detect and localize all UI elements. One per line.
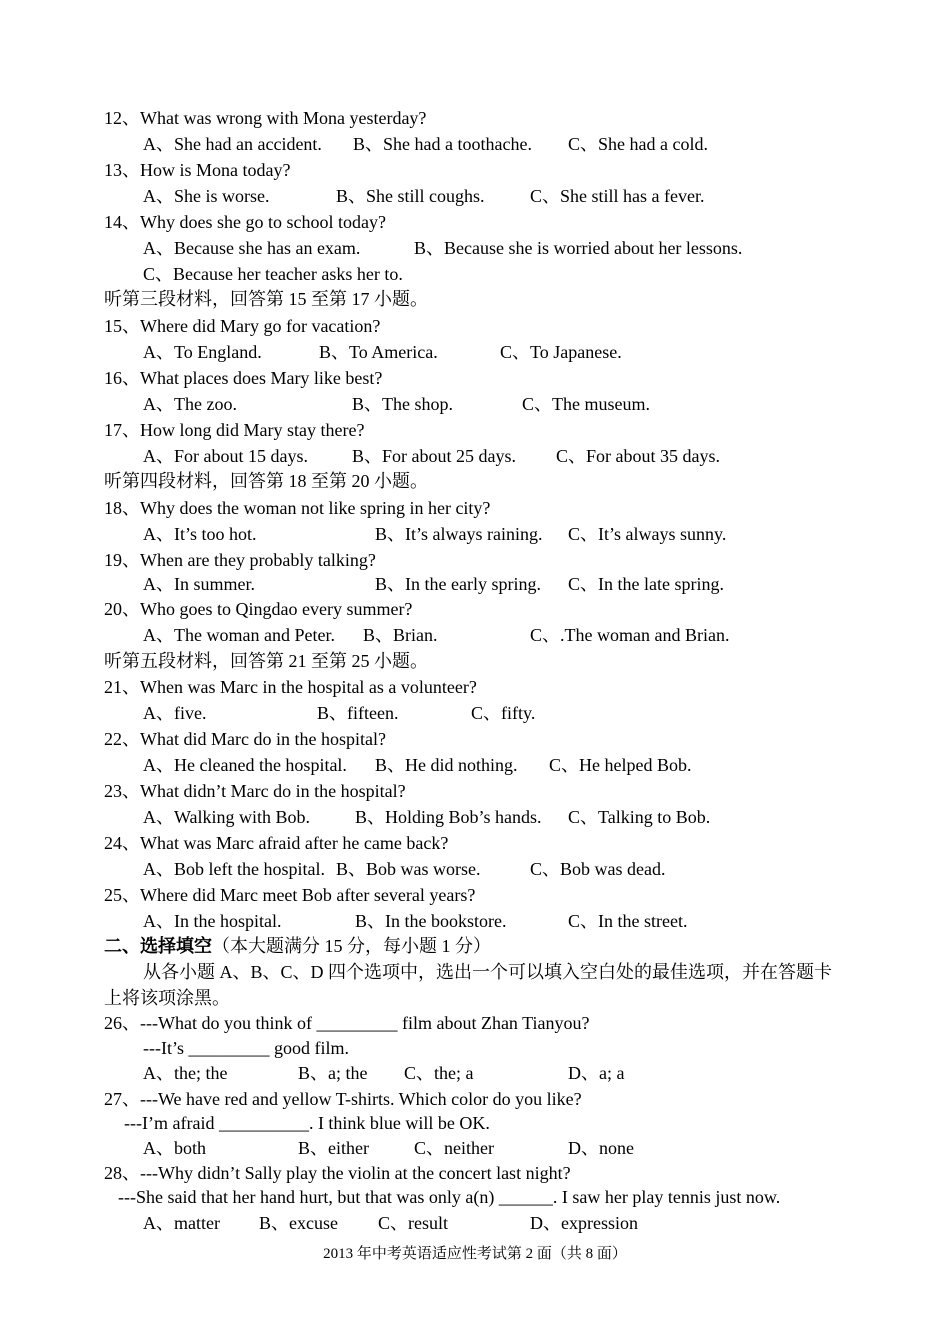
question-26-reply: ---It’s _________ good film. [143,1038,349,1058]
option-18-b: B、It’s always raining. [375,524,543,544]
option-24-a: A、Bob left the hospital. [143,859,325,879]
option-23-b: B、Holding Bob’s hands. [355,807,542,827]
question-12: 12、What was wrong with Mona yesterday? [104,108,427,128]
option-26-a: A、the; the [143,1063,228,1083]
section-5-heading: 听第五段材料，回答第 21 至第 25 小题。 [104,651,428,671]
option-25-c: C、In the street. [568,911,688,931]
instruction-line-1: 从各小题 A、B、C、D 四个选项中，选出一个可以填入空白处的最佳选项，并在答题卡 [143,962,833,982]
question-20: 20、Who goes to Qingdao every summer? [104,599,413,619]
option-19-c: C、In the late spring. [568,574,724,594]
question-27-reply: ---I’m afraid __________. I think blue will be OK. [124,1113,490,1133]
question-23: 23、What didn’t Marc do in the hospital? [104,781,406,801]
option-16-b: B、The shop. [352,394,453,414]
option-19-a: A、In summer. [143,574,255,594]
option-16-c: C、The museum. [522,394,650,414]
option-17-c: C、For about 35 days. [556,446,720,466]
option-17-a: A、For about 15 days. [143,446,308,466]
question-18: 18、Why does the woman not like spring in her city? [104,498,491,518]
option-20-c: C、.The woman and Brian. [530,625,730,645]
section-4-heading: 听第四段材料，回答第 18 至第 20 小题。 [104,471,428,491]
option-23-c: C、Talking to Bob. [568,807,711,827]
option-18-c: C、It’s always sunny. [568,524,727,544]
option-12-b: B、She had a toothache. [353,134,532,154]
option-25-b: B、In the bookstore. [355,911,507,931]
part-2-title: 二、选择填空 [104,936,212,956]
option-13-a: A、She is worse. [143,186,270,206]
option-21-b: B、fifteen. [317,703,399,723]
option-26-c: C、the; a [404,1063,474,1083]
part-2-heading [104,935,491,957]
option-15-a: A、To England. [143,342,262,362]
option-13-c: C、She still has a fever. [530,186,705,206]
page-footer: 2013 年中考英语适应性考试第 2 面（共 8 面） [323,1246,627,1262]
option-20-b: B、Brian. [363,625,438,645]
question-16: 16、What places does Mary like best? [104,368,383,388]
option-20-a: A、The woman and Peter. [143,625,335,645]
option-21-a: A、five. [143,703,207,723]
question-28-reply: ---She said that her hand hurt, but that was only a(n) ______. I saw her play tennis just now. [118,1187,781,1207]
option-28-c: C、result [378,1213,448,1233]
option-26-d: D、a; a [568,1063,625,1083]
option-28-b: B、excuse [259,1213,338,1233]
option-24-c: C、Bob was dead. [530,859,666,879]
option-22-b: B、He did nothing. [375,755,518,775]
question-25: 25、Where did Marc meet Bob after several years? [104,885,476,905]
question-22: 22、What did Marc do in the hospital? [104,729,386,749]
question-26: 26、---What do you think of _________ film about Zhan Tianyou? [104,1013,590,1033]
question-17: 17、How long did Mary stay there? [104,420,365,440]
question-21: 21、When was Marc in the hospital as a volunteer? [104,677,477,697]
option-28-d: D、expression [530,1213,638,1233]
option-19-b: B、In the early spring. [375,574,541,594]
option-23-a: A、Walking with Bob. [143,807,311,827]
option-27-a: A、both [143,1138,206,1158]
option-14-b: B、Because she is worried about her lessons. [414,238,743,258]
option-12-c: C、She had a cold. [568,134,708,154]
question-28: 28、---Why didn’t Sally play the violin at the concert last night? [104,1163,571,1183]
option-27-b: B、either [298,1138,369,1158]
option-12-a: A、She had an accident. [143,134,322,154]
question-27: 27、---We have red and yellow T-shirts. Which color do you like? [104,1089,582,1109]
instruction-line-2: 上将该项涂黑。 [104,988,230,1008]
option-18-a: A、It’s too hot. [143,524,257,544]
option-15-c: C、To Japanese. [500,342,622,362]
option-15-b: B、To America. [319,342,438,362]
option-21-c: C、fifty. [471,703,536,723]
part-2-note: （本大题满分 15 分，每小题 1 分） [212,936,491,956]
option-14-c: C、Because her teacher asks her to. [143,264,403,284]
option-28-a: A、matter [143,1213,220,1233]
option-22-c: C、He helped Bob. [549,755,692,775]
option-24-b: B、Bob was worse. [336,859,481,879]
option-14-a: A、Because she has an exam. [143,238,361,258]
option-25-a: A、In the hospital. [143,911,282,931]
option-13-b: B、She still coughs. [336,186,485,206]
question-19: 19、When are they probably talking? [104,550,376,570]
option-27-d: D、none [568,1138,634,1158]
option-17-b: B、For about 25 days. [352,446,516,466]
option-22-a: A、He cleaned the hospital. [143,755,347,775]
section-3-heading: 听第三段材料，回答第 15 至第 17 小题。 [104,289,428,309]
question-14: 14、Why does she go to school today? [104,212,386,232]
question-15: 15、Where did Mary go for vacation? [104,316,381,336]
option-16-a: A、The zoo. [143,394,237,414]
question-24: 24、What was Marc afraid after he came back? [104,833,449,853]
option-27-c: C、neither [414,1138,494,1158]
option-26-b: B、a; the [298,1063,368,1083]
question-13: 13、How is Mona today? [104,160,291,180]
